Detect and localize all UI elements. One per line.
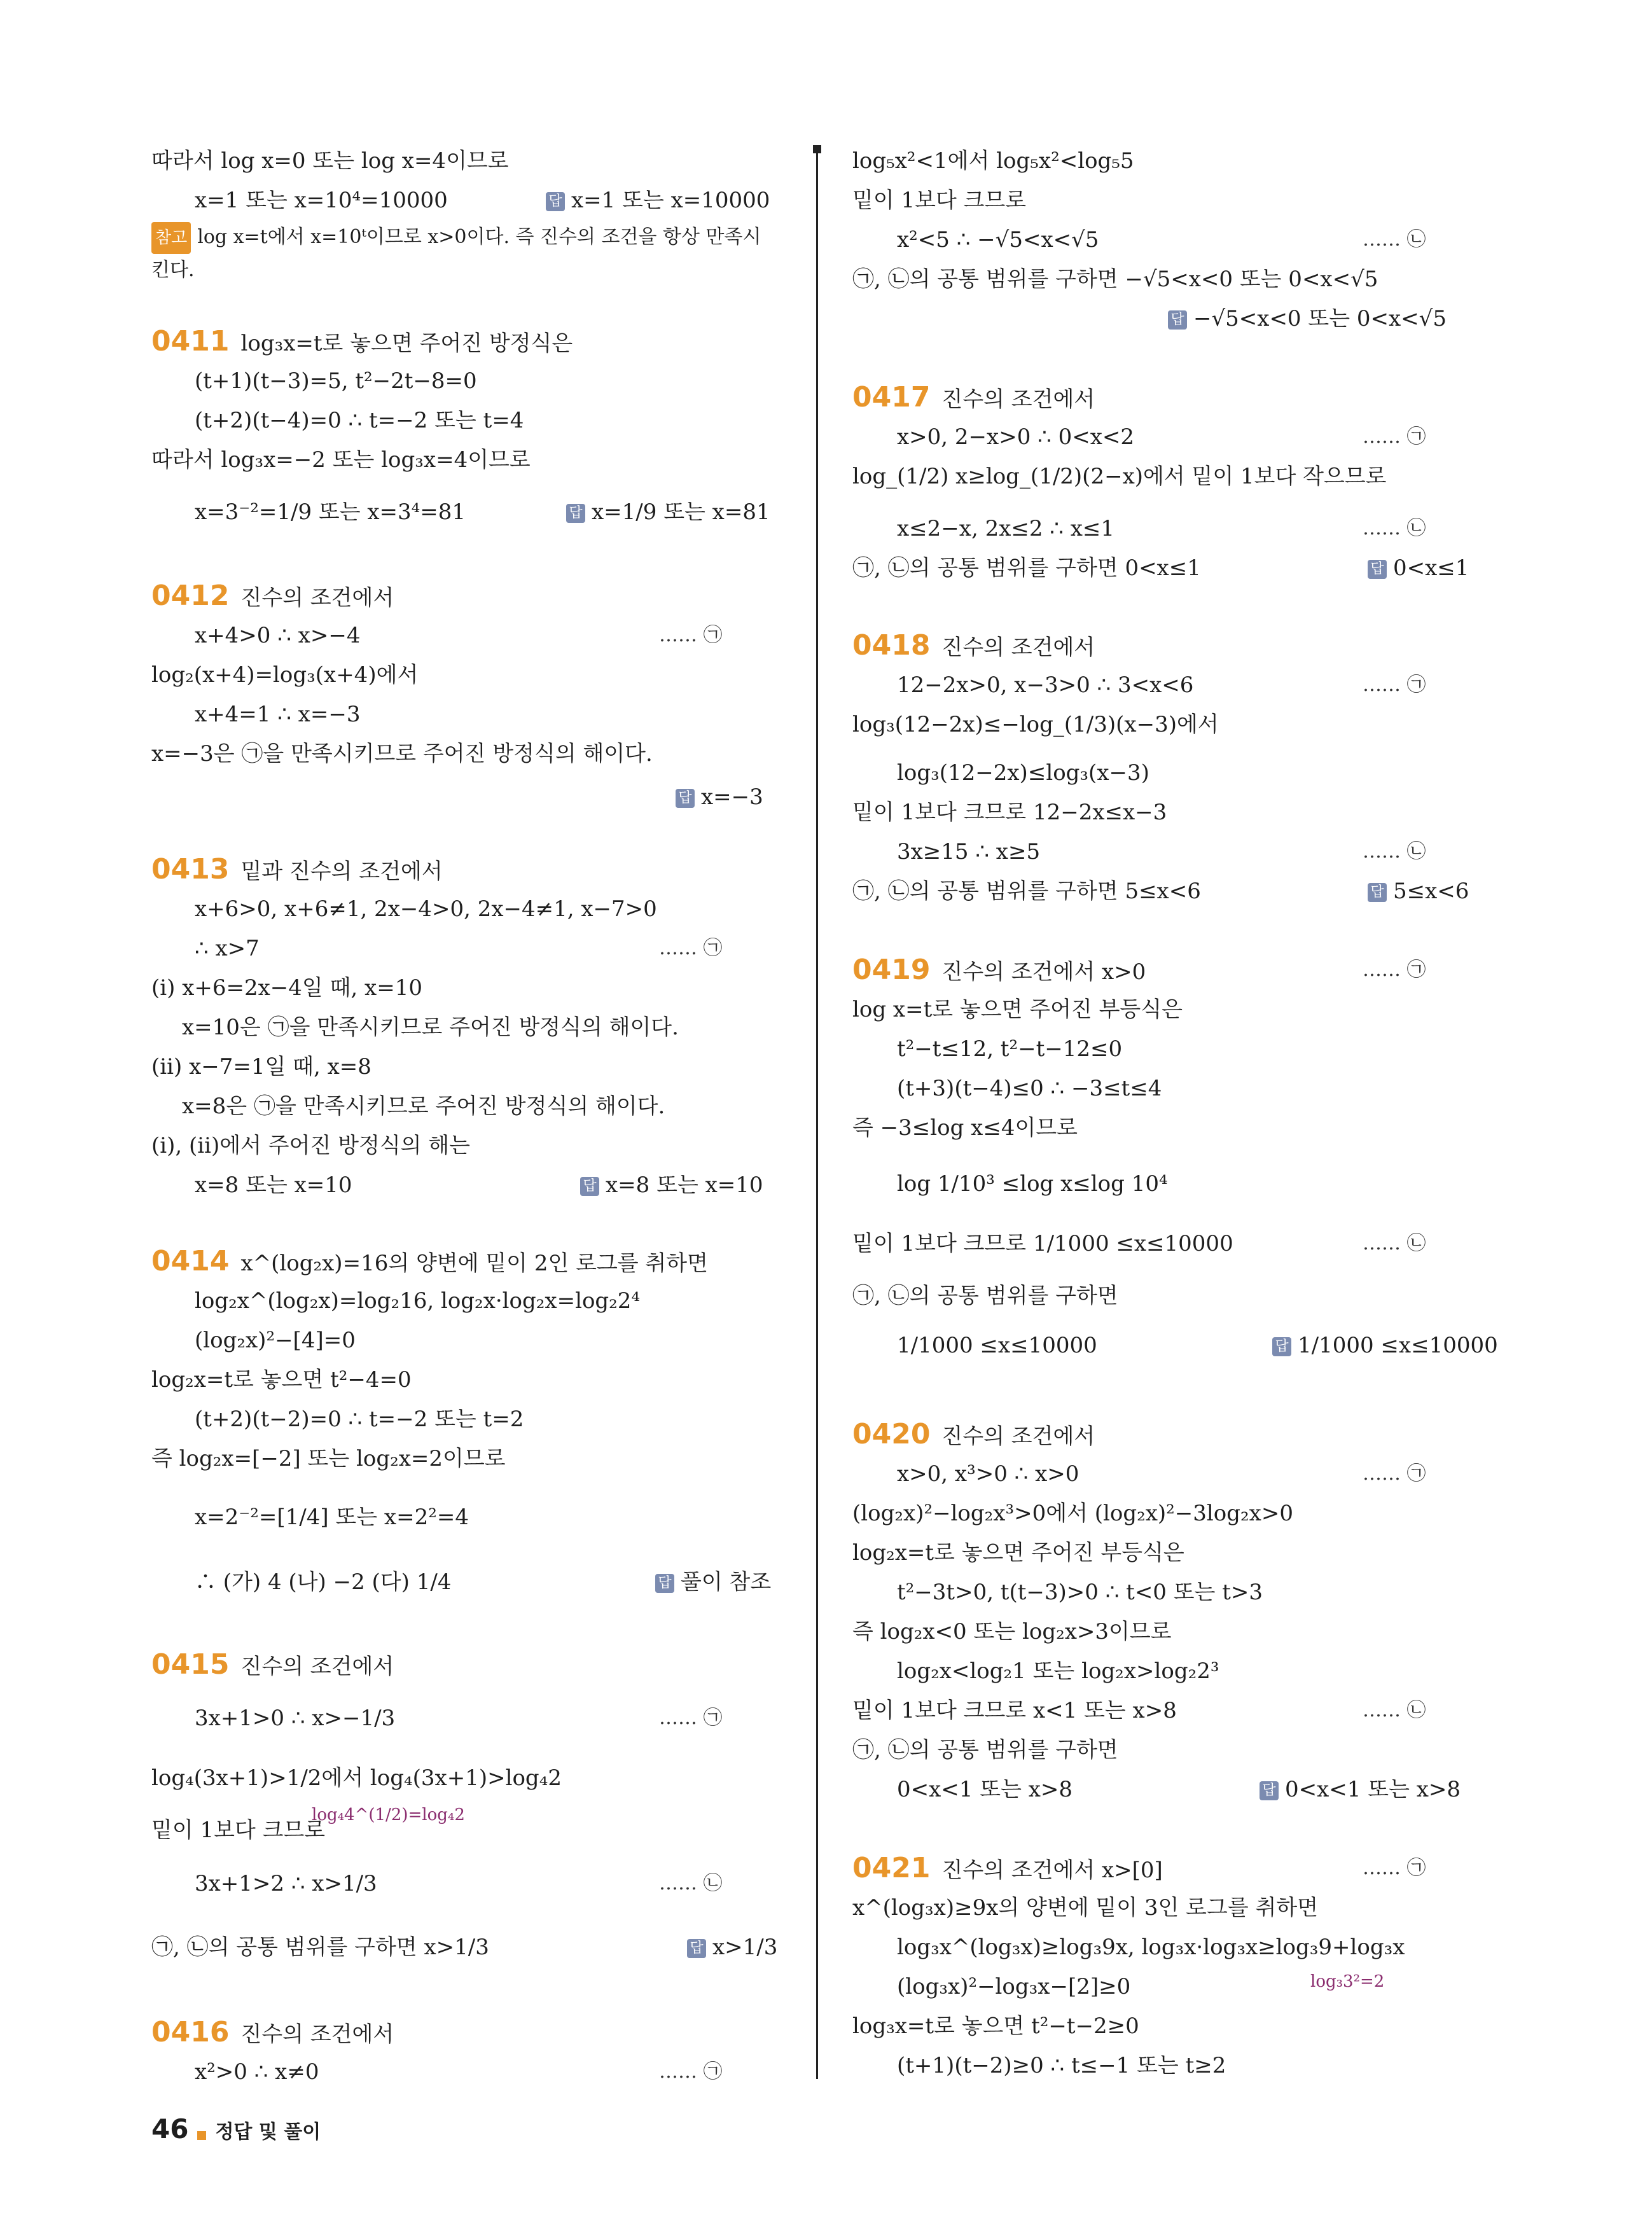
footer-square-icon: [197, 2131, 206, 2140]
line-text: log₄(3x+1)>1/2에서 log₄(3x+1)>log₄2: [151, 1765, 562, 1791]
line-text: log₃(12−2x)≤−log_(1/3)(x−3)에서: [852, 712, 1219, 737]
solution-line: [852, 994, 1183, 1025]
line-text: 킨다.: [151, 259, 195, 281]
solution-line: [852, 1852, 1163, 1886]
solution-line: [151, 145, 509, 177]
line-text: log₂x=t로 놓으면 주어진 부등식은: [852, 1540, 1184, 1566]
page-footer: [151, 2113, 321, 2144]
line-text: (log₂x)²−[4]=0: [195, 1328, 356, 1353]
solution-line: [852, 875, 1201, 907]
solution-line: [195, 184, 448, 216]
solution-line: [852, 630, 1095, 664]
solution-line: [852, 184, 1026, 216]
line-text: t²−3t>0, t(t−3)>0 ∴ t<0 또는 t>3: [897, 1580, 1263, 1605]
line-text: log₂x<log₂1 또는 log₂x>log₂2³: [897, 1658, 1219, 1684]
line-text: x²>0 ∴ x≠0: [195, 2059, 319, 2085]
line-text: log₃x^(log₃x)≥log₃9x, log₃x·log₃x≥log₃9+log₃x: [897, 1935, 1405, 1960]
solution-line: [195, 1285, 640, 1317]
condition-marker: …… ㉡: [659, 1872, 723, 1894]
condition-marker: …… ㉠: [659, 937, 723, 959]
solution-line: [195, 620, 360, 651]
solution-line: [852, 1734, 1118, 1766]
answer: [1368, 875, 1469, 907]
solution-line: [897, 1931, 1405, 1963]
line-text: 진수의 조건에서 x>0: [941, 959, 1146, 985]
problem-number: 0413: [151, 853, 230, 886]
solution-line: [195, 1868, 377, 1900]
solution-line: [195, 1501, 469, 1533]
line-text: x^(log₃x)≥9x의 양변에 밑이 3인 로그를 취하면: [852, 1895, 1319, 1921]
line-text: x>0, 2−x>0 ∴ 0<x<2: [897, 424, 1134, 450]
solution-line: [151, 1130, 470, 1162]
solution-line: [852, 263, 1378, 295]
solution-line: [852, 2010, 1139, 2042]
solution-line: [852, 461, 1387, 492]
solution-line: [852, 1892, 1318, 1924]
solution-line: [312, 1799, 465, 1831]
solution-line: [897, 1774, 1072, 1805]
solution-line: [852, 1228, 1233, 1260]
line-text: 진수의 조건에서 x>[0]: [941, 1858, 1163, 1883]
line-text: (log₂x)²−log₂x³>0에서 (log₂x)²−3log₂x>0: [852, 1501, 1293, 1526]
line-text: 3x+1>0 ∴ x>−1/3: [195, 1706, 396, 1731]
line-text: 진수의 조건에서: [941, 635, 1095, 660]
line-text: x²<5 ∴ −√5<x<√5: [897, 227, 1099, 253]
column-divider: [816, 145, 818, 2079]
problem-number: 0414: [151, 1245, 230, 1277]
line-text: (t+1)(t−2)≥0 ∴ t≤−1 또는 t≥2: [897, 2053, 1226, 2078]
line-text: log₄4^(1/2)=log₄2: [312, 1805, 465, 1824]
solution-line: [151, 1814, 325, 1846]
answer: [655, 1566, 771, 1598]
answer-icon: 답: [1168, 310, 1187, 330]
solution-line: [182, 1011, 679, 1043]
solution-line: [151, 1051, 371, 1083]
solution-line: [897, 836, 1040, 868]
condition-marker: …… ㉡: [1363, 228, 1426, 251]
line-text: ㉠, ㉡의 공통 범위를 구하면: [852, 1283, 1118, 1309]
solution-line: [151, 1649, 394, 1683]
solution-line: [897, 513, 1114, 545]
solution-line: [151, 2017, 394, 2050]
line-text: ㉠, ㉡의 공통 범위를 구하면 −√5<x<0 또는 0<x<√5: [852, 267, 1378, 292]
line-text: (t+1)(t−3)=5, t²−2t−8=0: [195, 368, 477, 394]
answer-text: x=−3: [701, 784, 763, 810]
problem-number: 0416: [151, 2016, 230, 2048]
answer-text: x=1/9 또는 x=81: [592, 499, 770, 525]
condition-marker: …… ㉠: [659, 2061, 723, 2083]
answer-text: 0<x<1 또는 x>8: [1285, 1777, 1461, 1802]
solution-line: [195, 1169, 352, 1201]
line-text: x=1 또는 x=10⁴=10000: [195, 188, 448, 213]
line-text: x=3⁻²=1/9 또는 x=3⁴=81: [195, 499, 466, 525]
line-text: (t+2)(t−4)=0 ∴ t=−2 또는 t=4: [195, 408, 524, 433]
answer: [1368, 552, 1469, 584]
solution-line: [151, 972, 422, 1004]
line-text: log₃3²=2: [1310, 1972, 1385, 1991]
solution-line: [195, 1566, 451, 1598]
line-text: 진수의 조건에서: [240, 2022, 394, 2047]
solution-line: [195, 2056, 319, 2088]
problem-number: 0419: [852, 954, 931, 986]
line-text: 즉 −3≤log x≤4이므로: [852, 1115, 1078, 1141]
answer-text: 1/1000 ≤x≤10000: [1298, 1333, 1498, 1358]
solution-line: [897, 669, 1193, 701]
line-text: log₃(12−2x)≤log₃(x−3): [897, 760, 1149, 786]
solution-line: [897, 1458, 1079, 1490]
line-text: log₃x=t로 놓으면 t²−t−2≥0: [852, 2013, 1139, 2039]
solution-line: [151, 1364, 412, 1396]
line-text: (t+3)(t−4)≤0 ∴ −3≤t≤4: [897, 1076, 1162, 1101]
answer: [566, 496, 770, 528]
solution-line: [195, 698, 360, 730]
solution-line: [852, 1112, 1078, 1144]
solution-line: [852, 1616, 1172, 1648]
line-text: 밑이 1보다 크므로 x<1 또는 x>8: [852, 1698, 1177, 1723]
answer-icon: 답: [655, 1574, 674, 1593]
line-text: (log₃x)²−log₃x−[2]≥0: [897, 1974, 1131, 1999]
condition-marker: …… ㉡: [1363, 517, 1426, 539]
solution-line: [195, 496, 466, 528]
solution-line: [852, 1537, 1184, 1569]
line-text: log₂(x+4)=log₃(x+4)에서: [151, 662, 419, 688]
line-text: t²−t≤12, t²−t−12≤0: [897, 1036, 1123, 1062]
solution-line: [897, 1576, 1263, 1608]
line-text: 즉 log₂x=[−2] 또는 log₂x=2이므로: [151, 1446, 506, 1471]
solution-line: [897, 1655, 1219, 1687]
line-text: 따라서 log x=0 또는 log x=4이므로: [151, 148, 509, 174]
line-text: (t+2)(t−2)=0 ∴ t=−2 또는 t=2: [195, 1407, 524, 1432]
line-text: 진수의 조건에서: [240, 1654, 394, 1679]
line-text: x=8 또는 x=10: [195, 1172, 352, 1198]
line-text: (i) x+6=2x−4일 때, x=10: [151, 975, 422, 1001]
column-divider-marker: [813, 145, 821, 153]
solution-line: [151, 221, 761, 254]
answer-icon: 답: [1368, 883, 1387, 902]
line-text: x^(log₂x)=16의 양변에 밑이 2인 로그를 취하면: [240, 1251, 708, 1276]
solution-line: [852, 1498, 1293, 1529]
condition-marker: …… ㉠: [1363, 959, 1426, 981]
solution-line: [151, 444, 531, 476]
line-text: ㉠, ㉡의 공통 범위를 구하면: [852, 1737, 1118, 1763]
line-text: 3x+1>2 ∴ x>1/3: [195, 1871, 377, 1896]
condition-marker: …… ㉡: [1363, 840, 1426, 863]
line-text: ∴ x>7: [195, 936, 260, 961]
line-text: ㉠, ㉡의 공통 범위를 구하면 x>1/3: [151, 1935, 489, 1960]
answer-icon: 답: [580, 1177, 599, 1196]
solution-line: [852, 382, 1095, 415]
solution-line: [151, 1931, 489, 1963]
condition-marker: …… ㉠: [1363, 674, 1426, 696]
line-text: x=8은 ㉠을 만족시키므로 주어진 방정식의 해이다.: [182, 1094, 665, 1119]
condition-marker: …… ㉠: [1363, 1463, 1426, 1485]
answer-icon: 답: [1260, 1781, 1279, 1800]
answer: [546, 184, 770, 216]
line-text: 밑이 1보다 크므로: [151, 1817, 326, 1843]
line-text: 밑이 1보다 크므로 1/1000 ≤x≤10000: [852, 1231, 1233, 1256]
solution-line: [1310, 1966, 1384, 1998]
solution-line: [195, 365, 477, 397]
answer-icon: 답: [1272, 1337, 1291, 1356]
line-text: (ii) x−7=1일 때, x=8: [151, 1054, 371, 1080]
line-text: x≤2−x, 2x≤2 ∴ x≤1: [897, 516, 1115, 541]
line-text: log x=t에서 x=10ᵗ이므로 x>0이다. 즉 진수의 조건을 항상 만족시: [197, 226, 761, 248]
solution-line: [151, 1762, 562, 1794]
solution-line: [195, 933, 260, 964]
solution-line: [852, 145, 1134, 177]
answer: [580, 1169, 763, 1201]
solution-line: [852, 552, 1201, 584]
answer-icon: 답: [687, 1939, 706, 1958]
answer-text: x>1/3: [712, 1935, 778, 1960]
problem-number: 0420: [852, 1418, 931, 1450]
answer: [1168, 303, 1447, 335]
line-text: x+4=1 ∴ x=−3: [195, 702, 361, 727]
line-text: 진수의 조건에서: [941, 387, 1095, 412]
answer-icon: 답: [1368, 560, 1387, 579]
solution-line: [897, 224, 1099, 256]
answer-text: 0<x≤1: [1393, 555, 1469, 581]
reference-badge: 참고: [151, 222, 191, 254]
solution-line: [897, 1971, 1130, 2003]
solution-line: [151, 1443, 506, 1475]
condition-marker: …… ㉡: [1363, 1232, 1426, 1255]
solution-line: [151, 580, 394, 614]
line-text: log_(1/2) x≥log_(1/2)(2−x)에서 밑이 1보다 작으므로: [852, 464, 1387, 489]
answer: [676, 781, 763, 813]
solution-line: [195, 1403, 524, 1435]
line-text: x+4>0 ∴ x>−4: [195, 623, 361, 648]
answer: [1260, 1774, 1461, 1805]
line-text: 1/1000 ≤x≤10000: [897, 1333, 1097, 1358]
solution-line: [852, 954, 1146, 988]
answer: [1272, 1330, 1498, 1361]
solution-line: [897, 421, 1134, 453]
line-text: 0<x<1 또는 x>8: [897, 1777, 1073, 1802]
solution-line: [852, 1695, 1177, 1727]
problem-number: 0415: [151, 1648, 230, 1681]
solution-line: [897, 1033, 1122, 1065]
condition-marker: …… ㉠: [659, 624, 723, 646]
problem-number: 0418: [852, 629, 931, 662]
condition-marker: …… ㉠: [1363, 1857, 1426, 1879]
line-text: 12−2x>0, x−3>0 ∴ 3<x<6: [897, 672, 1194, 698]
line-text: log₅x²<1에서 log₅x²<log₅5: [852, 148, 1134, 174]
answer-text: −√5<x<0 또는 0<x<√5: [1193, 306, 1447, 331]
line-text: ㉠, ㉡의 공통 범위를 구하면 0<x≤1: [852, 555, 1201, 581]
condition-marker: …… ㉠: [1363, 426, 1426, 448]
problem-number: 0421: [852, 1852, 931, 1884]
line-text: log 1/10³ ≤log x≤log 10⁴: [897, 1171, 1168, 1197]
solution-line: [852, 1280, 1118, 1312]
solution-line: [195, 1324, 356, 1356]
condition-marker: …… ㉠: [659, 1707, 723, 1729]
line-text: 밑과 진수의 조건에서: [240, 859, 443, 884]
solution-line: [151, 738, 653, 770]
line-text: log₂x^(log₂x)=log₂16, log₂x·log₂x=log₂2⁴: [195, 1288, 641, 1314]
line-text: 따라서 log₃x=−2 또는 log₃x=4이므로: [151, 447, 531, 473]
answer-text: 5≤x<6: [1393, 879, 1469, 904]
solution-line: [151, 659, 418, 691]
solution-line: [195, 405, 524, 436]
solution-line: [151, 854, 443, 887]
line-text: log₂x=t로 놓으면 t²−4=0: [151, 1367, 412, 1393]
solution-line: [897, 2050, 1226, 2082]
solution-line: [151, 1246, 708, 1279]
problem-number: 0411: [151, 325, 230, 358]
page-number: 46: [151, 2113, 189, 2144]
line-text: x=−3은 ㉠을 만족시키므로 주어진 방정식의 해이다.: [151, 741, 653, 767]
line-text: 3x≥15 ∴ x≥5: [897, 839, 1041, 865]
line-text: 밑이 1보다 크므로 12−2x≤x−3: [852, 800, 1167, 825]
solution-line: [195, 893, 657, 925]
answer-text: x=1 또는 x=10000: [571, 188, 770, 213]
answer-icon: 답: [676, 789, 695, 808]
line-text: x>0, x³>0 ∴ x>0: [897, 1461, 1079, 1487]
answer-text: x=8 또는 x=10: [606, 1172, 763, 1198]
solution-line: [852, 1419, 1095, 1452]
problem-number: 0412: [151, 580, 230, 612]
solution-line: [852, 796, 1167, 828]
solution-line: [852, 709, 1219, 740]
answer-text: 풀이 참조: [681, 1569, 772, 1595]
line-text: ∴ (가) 4 (나) −2 (다) 1/4: [195, 1569, 452, 1595]
solution-line: [897, 1073, 1162, 1104]
condition-marker: …… ㉡: [1363, 1699, 1426, 1721]
solution-line: [182, 1090, 665, 1122]
line-text: 즉 log₂x<0 또는 log₂x>3이므로: [852, 1619, 1172, 1644]
line-text: x+6>0, x+6≠1, 2x−4>0, 2x−4≠1, x−7>0: [195, 896, 657, 922]
solution-line: [897, 1168, 1168, 1200]
solution-line: [897, 757, 1149, 789]
line-text: log x=t로 놓으면 주어진 부등식은: [852, 997, 1183, 1022]
line-text: log₃x=t로 놓으면 주어진 방정식은: [240, 331, 573, 356]
line-text: 진수의 조건에서: [941, 1424, 1095, 1449]
solution-line: [195, 1702, 395, 1734]
line-text: ㉠, ㉡의 공통 범위를 구하면 5≤x<6: [852, 879, 1201, 904]
line-text: 진수의 조건에서: [240, 585, 394, 611]
answer-icon: 답: [546, 192, 565, 211]
solution-line: [151, 326, 573, 359]
answer: [687, 1931, 777, 1963]
footer-title: 정답 및 풀이: [215, 2121, 321, 2143]
solution-line: [897, 1330, 1097, 1361]
line-text: (i), (ii)에서 주어진 방정식의 해는: [151, 1133, 471, 1158]
line-text: 밑이 1보다 크므로: [852, 188, 1027, 213]
line-text: x=2⁻²=[1/4] 또는 x=2²=4: [195, 1505, 469, 1530]
solution-line: [151, 254, 195, 286]
problem-number: 0417: [852, 381, 931, 414]
answer-icon: 답: [566, 504, 585, 523]
line-text: x=10은 ㉠을 만족시키므로 주어진 방정식의 해이다.: [182, 1015, 679, 1040]
